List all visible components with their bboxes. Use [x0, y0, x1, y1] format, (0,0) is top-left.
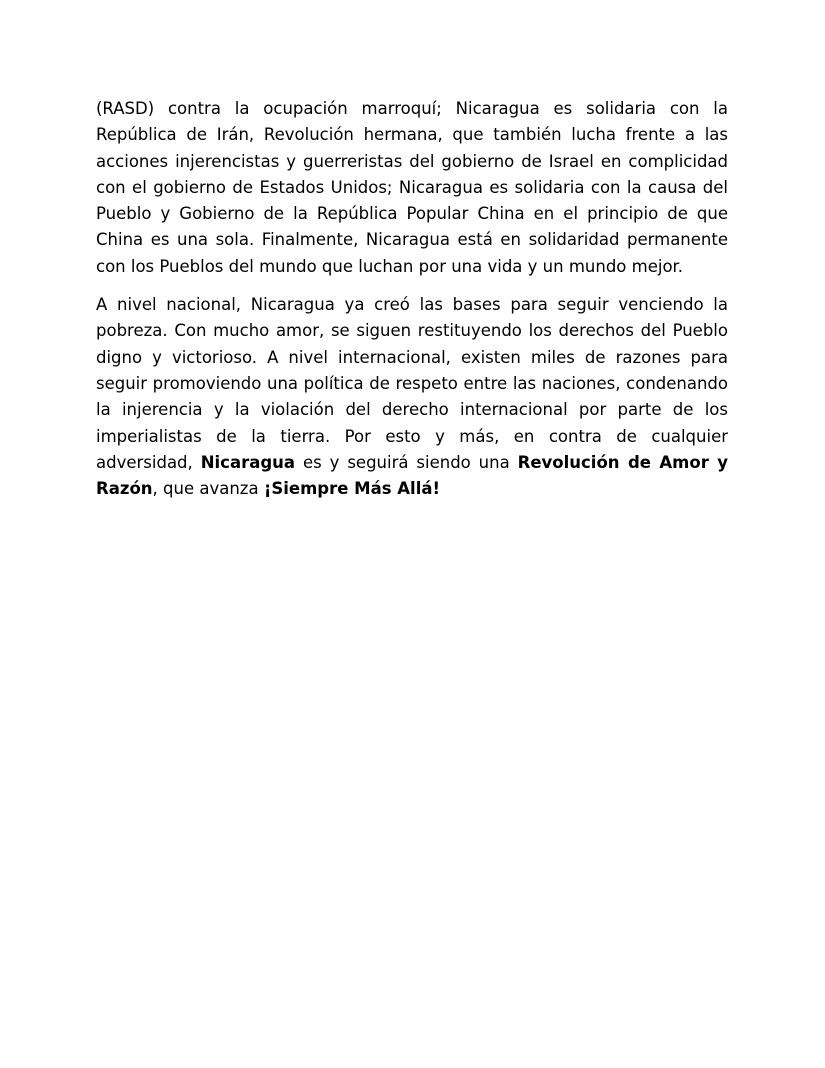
bold-text-run: ¡Siempre Más Allá! [263, 479, 441, 499]
paragraph [96, 96, 728, 280]
bold-text-run: Revolución de Amor y Razón [96, 452, 729, 499]
text-block [96, 96, 728, 502]
paragraph [96, 292, 728, 502]
text-run: es y seguirá siendo una [295, 452, 518, 472]
text-run: , que avanza [152, 479, 264, 499]
text-run: A nivel nacional, Nicaragua ya creó las bases para seguir venciendo la pobreza. Con mucho amor, se siguen restituyendo los derechos del Pueblo digno y victorioso. A nivel internacional, existen miles de razones para seguir promoviendo una política de respeto entre las naciones, condenando la injerencia y la violación del derecho internacional por parte de los imperialistas de la tierra. Por esto y más, en contra de cualquier adversidad, [96, 295, 728, 472]
text-run: (RASD) contra la ocupación marroquí; Nicaragua es solidaria con la República de Irán, Revolución hermana, que también lucha frente a las acciones injerencistas y guerreristas del gobierno de Israel en complicidad con el gobierno de Estados Unidos; Nicaragua es solidaria con la causa del Pueblo y Gobierno de la República Popular China en el principio de que China es una sola. Finalmente, Nicaragua está en solidaridad permanente con los Pueblos del mundo que luchan por una vida y un mundo mejor. [96, 99, 728, 276]
bold-text-run: Nicaragua [200, 452, 296, 472]
